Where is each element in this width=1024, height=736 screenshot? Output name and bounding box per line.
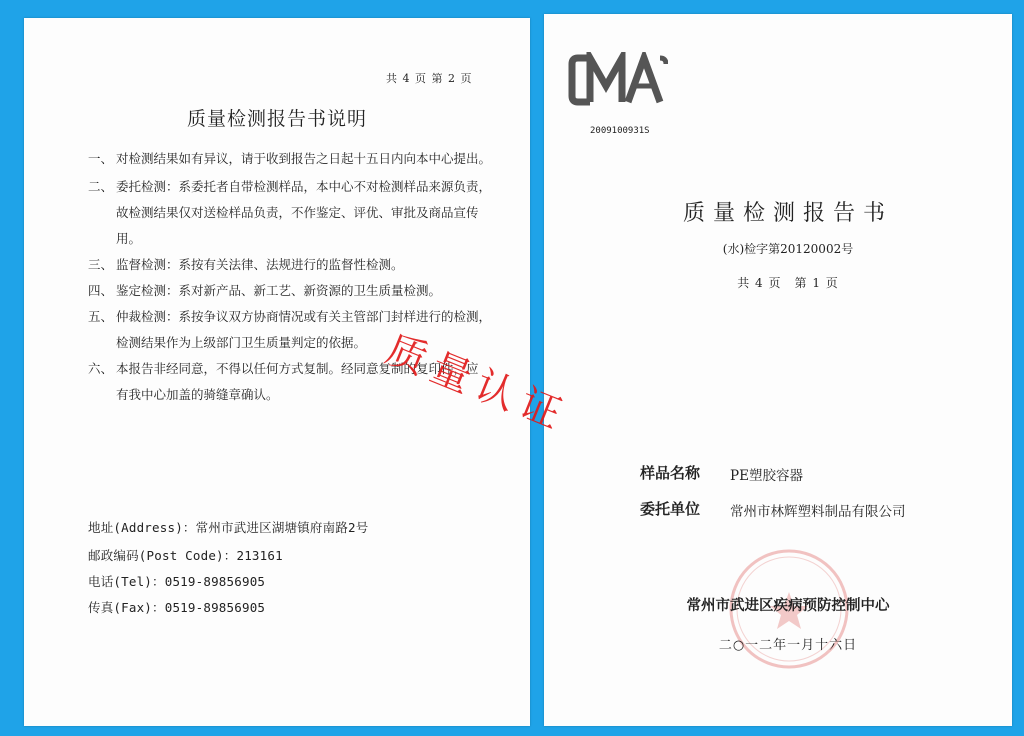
- clause-line: 对检测结果如有异议，请于收到报告之日起十五日内向本中心提出。: [116, 151, 492, 166]
- logo-number: 2009100931S: [590, 126, 650, 136]
- clause-line: 委托检测：系委托者自带检测样品，本中心不对检测样品来源负责，: [116, 179, 492, 194]
- clause-number: 一、: [88, 151, 114, 166]
- clause-line: 用。: [116, 231, 142, 246]
- clause-4: [88, 278, 518, 304]
- page-title: 质量检测报告书说明: [186, 108, 367, 130]
- clause-2: [88, 174, 518, 252]
- page-count: 共 4 页 第 1 页: [737, 276, 839, 290]
- sample-value: PE塑胶容器: [730, 468, 803, 484]
- clause-1: [88, 146, 518, 172]
- clause-line: 仲裁检测：系按争议双方协商情况或有关主管部门封样进行的检测，: [116, 309, 492, 324]
- contact-post-code: 邮政编码(Post Code)：213161: [88, 548, 283, 563]
- clause-number: 二、: [88, 179, 114, 194]
- clause-number: 四、: [88, 283, 114, 298]
- page-count: 共 4 页 第 2 页: [386, 72, 473, 85]
- contact-tel: 电话(Tel)：0519-89856905: [88, 574, 266, 589]
- client-label: 委托单位: [640, 500, 701, 518]
- clause-line: 检测结果作为上级部门卫生质量判定的依据。: [116, 335, 367, 350]
- clause-number: 三、: [88, 257, 114, 272]
- client-value: 常州市林辉塑料制品有限公司: [730, 504, 906, 520]
- sample-label: 样品名称: [640, 464, 701, 482]
- clause-line: 监督检测：系按有关法律、法规进行的监督性检测。: [116, 257, 404, 272]
- clause-line: 有我中心加盖的骑缝章确认。: [116, 387, 279, 402]
- report-number: (水)检字第20120002号: [722, 242, 854, 256]
- clause-number: 六、: [88, 361, 114, 376]
- contact-address: 地址(Address)：常州市武进区湖塘镇府南路2号: [88, 520, 369, 535]
- cma-logo: [568, 52, 668, 108]
- clause-line: 故检测结果仅对送检样品负责，不作鉴定、评优、审批及商品宣传: [116, 205, 479, 220]
- report-title: 质量检测报告书: [682, 201, 893, 226]
- overlay-watermark-text: 质量认证: [379, 326, 575, 441]
- clause-line: 鉴定检测：系对新产品、新工艺、新资源的卫生质量检测。: [116, 283, 442, 298]
- organization-name: 常州市武进区疾病预防控制中心: [686, 598, 890, 614]
- contact-fax: 传真(Fax)：0519-89856905: [88, 600, 266, 615]
- issue-date: 二○一二年一月十六日: [718, 638, 858, 653]
- clause-3: [88, 252, 518, 278]
- clause-number: 五、: [88, 309, 114, 324]
- right-page: [544, 14, 1012, 726]
- clause-line: 本报告非经同意，不得以任何方式复制。经同意复制的复印件，应: [116, 361, 479, 376]
